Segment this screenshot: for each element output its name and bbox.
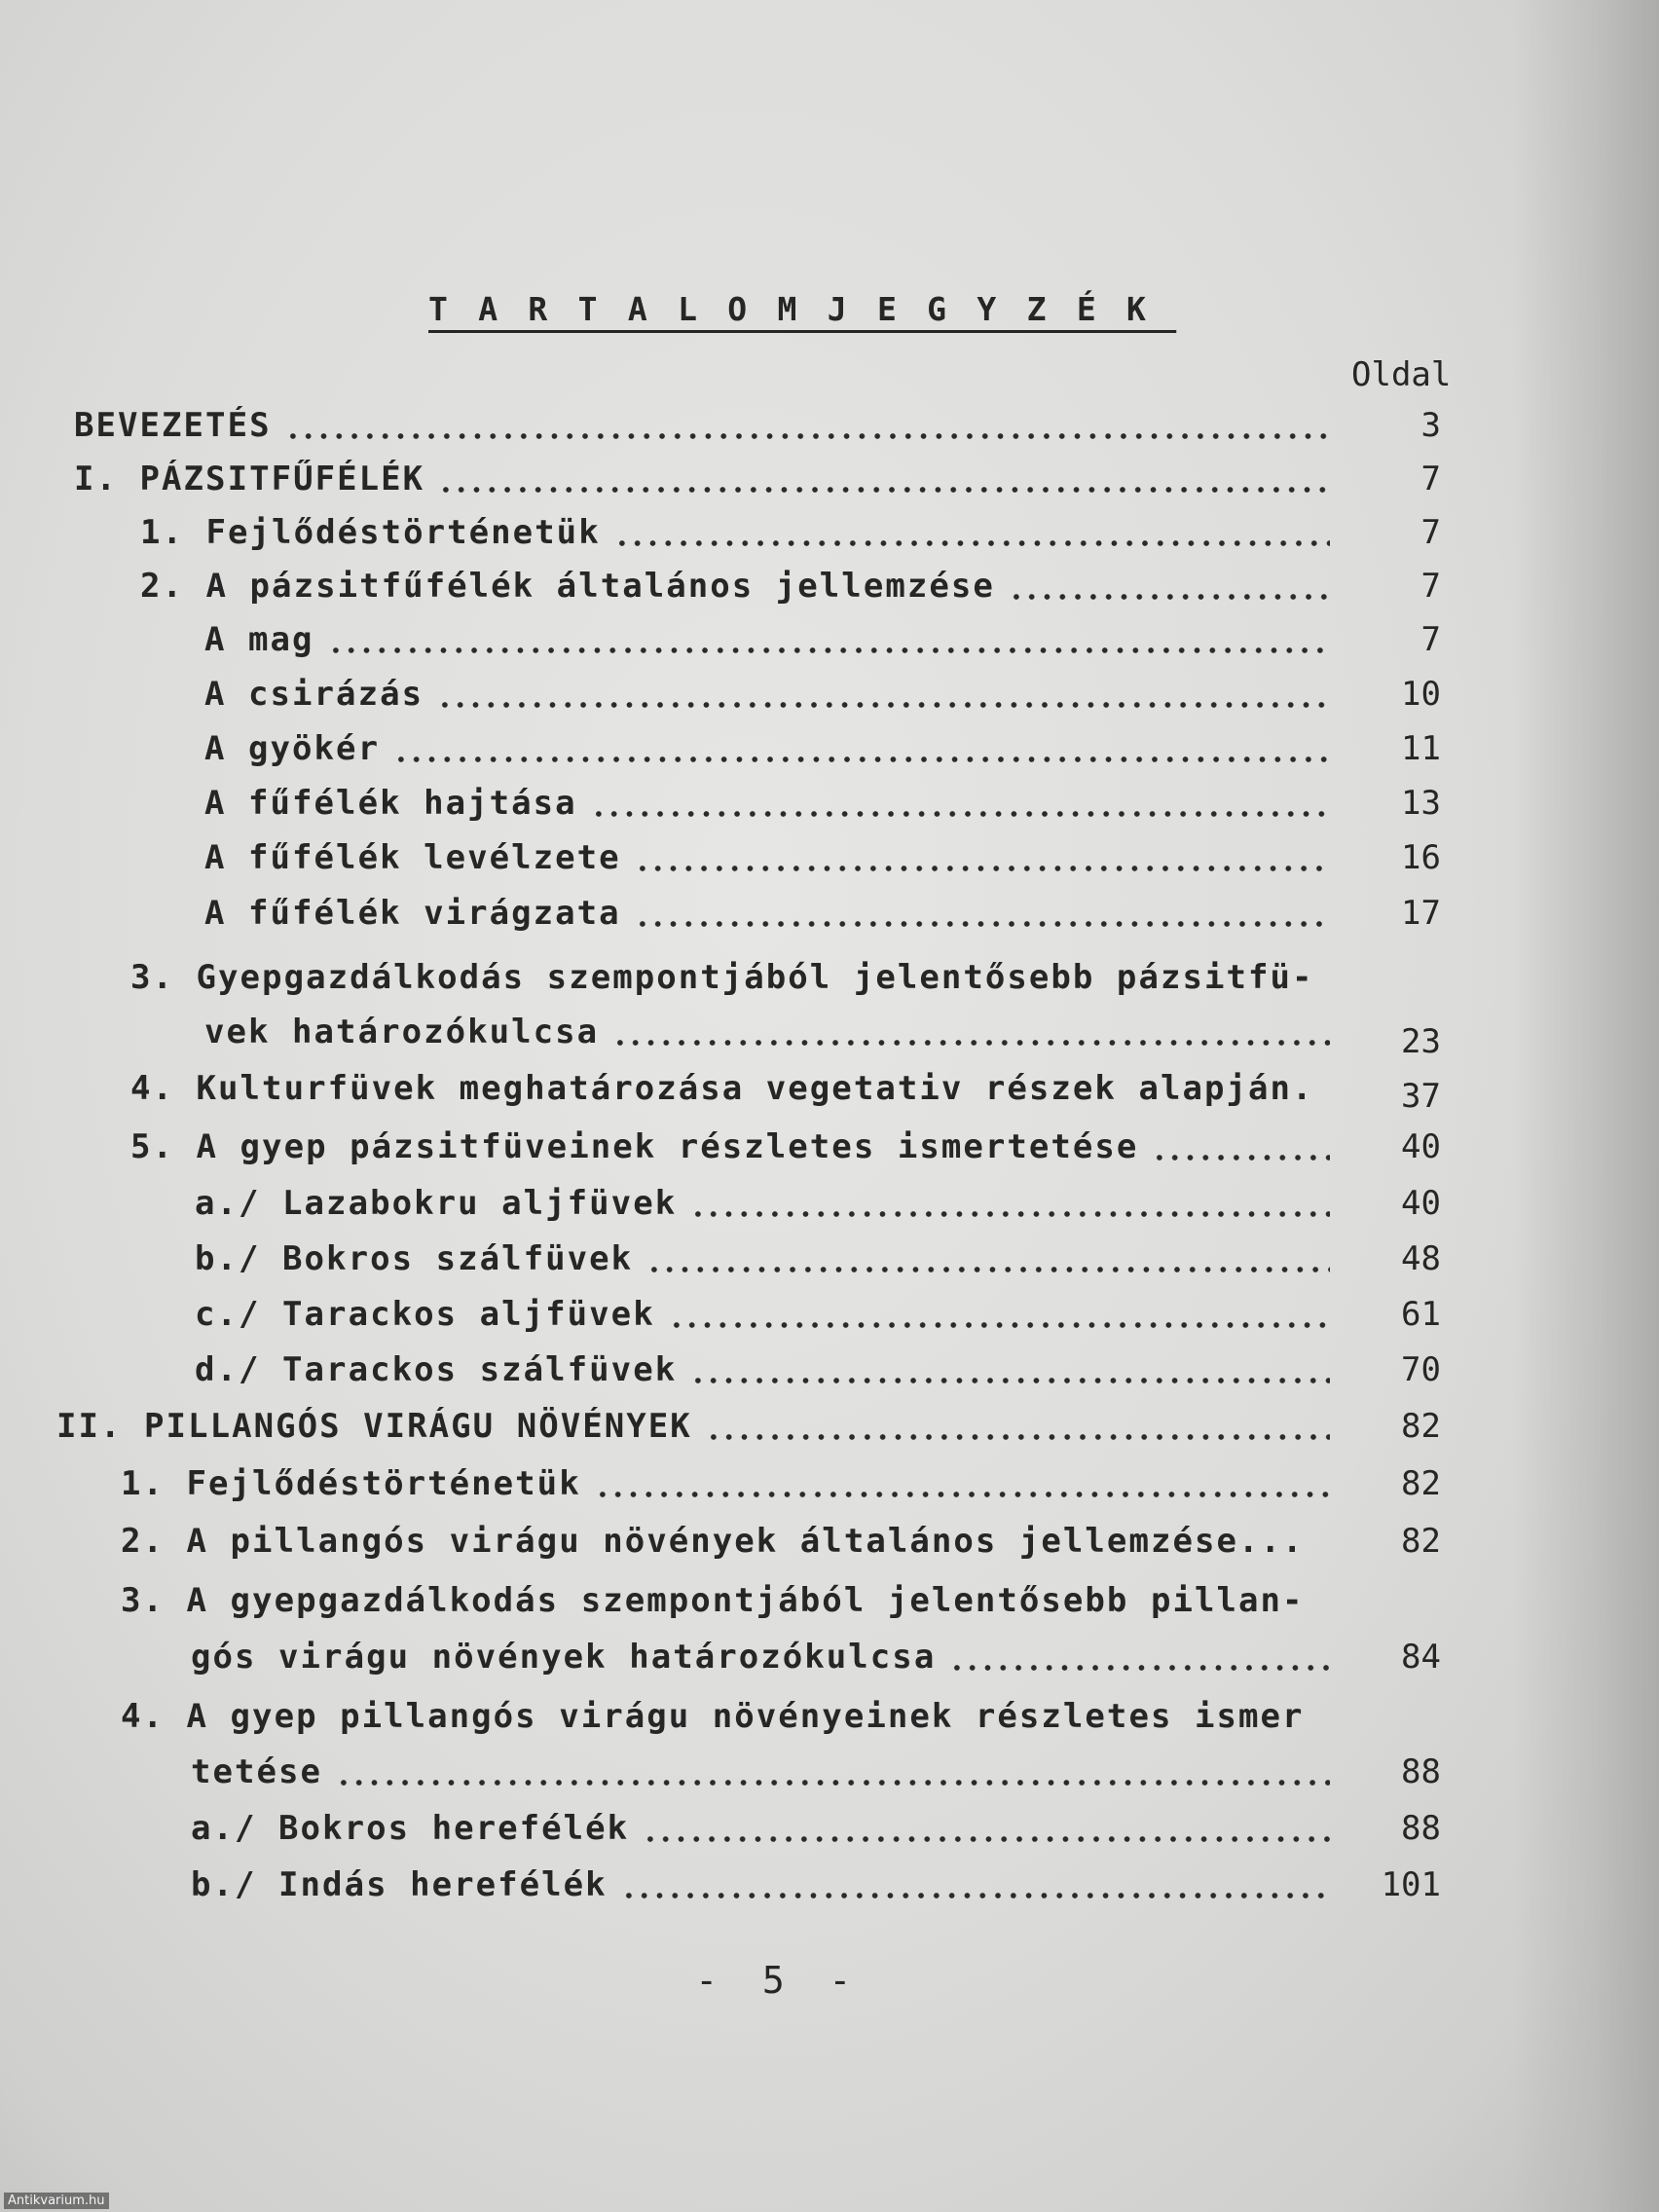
page-column-header: Oldal bbox=[1351, 355, 1452, 394]
toc-page-number: 48 bbox=[1401, 1239, 1441, 1278]
toc-entry-text: 3. Gyepgazdálkodás szempontjából jelentősebb pázsitfü- bbox=[130, 958, 1314, 997]
toc-entry-text: BEVEZETÉS bbox=[74, 406, 272, 445]
dot-leader bbox=[612, 1037, 1330, 1049]
dot-leader bbox=[591, 808, 1330, 820]
toc-page-number: 13 bbox=[1401, 784, 1441, 823]
toc-entry-text: c./ Tarackos aljfüvek bbox=[195, 1295, 655, 1334]
page-edge-shadow bbox=[1513, 0, 1659, 2212]
dot-leader bbox=[1009, 591, 1330, 603]
dot-leader bbox=[635, 918, 1330, 930]
toc-page-number: 88 bbox=[1401, 1809, 1441, 1848]
dot-leader bbox=[595, 1489, 1330, 1500]
toc-page-number: 82 bbox=[1401, 1522, 1441, 1561]
toc-entry-text: 5. A gyep pázsitfüveinek részletes ismertetése bbox=[130, 1127, 1139, 1166]
dot-leader bbox=[706, 1431, 1330, 1443]
toc-entry-text: 3. A gyepgazdálkodás szempontjából jelentősebb pillan- bbox=[121, 1581, 1305, 1620]
toc-page-number: 16 bbox=[1401, 838, 1441, 877]
toc-entry-text: A csirázás bbox=[204, 675, 424, 714]
dot-leader bbox=[437, 699, 1330, 711]
toc-entry-text: 2. A pillangós virágu növények általános jellemzése... bbox=[121, 1522, 1305, 1561]
toc-entry-text: 2. A pázsitfűfélék általános jellemzése bbox=[140, 567, 995, 606]
toc-page-number: 7 bbox=[1420, 513, 1441, 552]
dot-leader bbox=[614, 537, 1330, 549]
toc-page-number: 7 bbox=[1420, 460, 1441, 498]
dot-leader bbox=[393, 754, 1330, 765]
toc-page-number: 82 bbox=[1401, 1464, 1441, 1503]
page-title: TARTALOMJEGYZÉK bbox=[428, 290, 1177, 328]
toc-entry-text: II. PILLANGÓS VIRÁGU NÖVÉNYEK bbox=[56, 1407, 692, 1446]
toc-page-number: 40 bbox=[1401, 1127, 1441, 1166]
dot-leader bbox=[336, 1777, 1330, 1788]
dot-leader bbox=[690, 1208, 1330, 1220]
dot-leader bbox=[621, 1890, 1330, 1901]
toc-page-number: 101 bbox=[1381, 1865, 1441, 1904]
toc-entry-text: A gyökér bbox=[204, 729, 381, 768]
toc-entry-text: 4. Kulturfüvek meghatározása vegetativ részek alapján. bbox=[130, 1069, 1314, 1108]
dot-leader bbox=[669, 1319, 1330, 1331]
toc-entry-text: 1. Fejlődéstörténetük bbox=[140, 513, 601, 552]
dot-leader bbox=[690, 1375, 1330, 1386]
toc-page-number: 17 bbox=[1401, 894, 1441, 933]
toc-page-number: 84 bbox=[1401, 1638, 1441, 1677]
toc-entry-text: 4. A gyep pillangós virágu növényeinek részletes ismer bbox=[121, 1697, 1305, 1736]
dot-leader bbox=[285, 430, 1330, 442]
toc-entry-text: d./ Tarackos szálfüvek bbox=[195, 1350, 678, 1389]
toc-page-number: 7 bbox=[1420, 620, 1441, 659]
toc-entry-text: b./ Bokros szálfüvek bbox=[195, 1239, 634, 1278]
toc-page-number: 82 bbox=[1401, 1407, 1441, 1446]
toc-page-number: 40 bbox=[1401, 1184, 1441, 1223]
dot-leader bbox=[643, 1833, 1330, 1845]
dot-leader bbox=[438, 484, 1330, 496]
toc-entry-text: b./ Indás herefélék bbox=[191, 1865, 608, 1904]
toc-entry-text: I. PÁZSITFŰFÉLÉK bbox=[74, 460, 425, 498]
toc-page-number: 88 bbox=[1401, 1752, 1441, 1791]
dot-leader bbox=[646, 1264, 1330, 1275]
toc-page-number: 37 bbox=[1401, 1077, 1441, 1116]
toc-entry-text: a./ Bokros herefélék bbox=[191, 1809, 630, 1848]
toc-page-number: 61 bbox=[1401, 1295, 1441, 1334]
toc-entry-text: gós virágu növények határozókulcsa bbox=[191, 1638, 937, 1677]
toc-entry-text: 1. Fejlődéstörténetük bbox=[121, 1464, 581, 1503]
toc-entry-text: A fűfélék levélzete bbox=[204, 838, 621, 877]
dot-leader bbox=[635, 863, 1330, 874]
page-footer-number: - 5 - bbox=[695, 1959, 863, 2002]
dot-leader bbox=[949, 1662, 1330, 1674]
dot-leader bbox=[1152, 1152, 1330, 1163]
toc-entry-text: a./ Lazabokru aljfüvek bbox=[195, 1184, 678, 1223]
toc-page-number: 70 bbox=[1401, 1350, 1441, 1389]
toc-page-number: 23 bbox=[1401, 1022, 1441, 1061]
toc-page-number: 10 bbox=[1401, 675, 1441, 714]
toc-page-number: 11 bbox=[1401, 729, 1441, 768]
toc-entry-text: vek határozókulcsa bbox=[204, 1013, 600, 1051]
toc-page-number: 3 bbox=[1420, 406, 1441, 445]
dot-leader bbox=[328, 645, 1330, 656]
toc-entry-text: A fűfélék virágzata bbox=[204, 894, 621, 933]
toc-entry-text: tetése bbox=[191, 1752, 323, 1791]
watermark: Antikvarium.hu bbox=[4, 2193, 109, 2209]
toc-entry-text: A fűfélék hajtása bbox=[204, 784, 577, 823]
toc-entry-text: A mag bbox=[204, 620, 314, 659]
toc-page-number: 7 bbox=[1420, 567, 1441, 606]
